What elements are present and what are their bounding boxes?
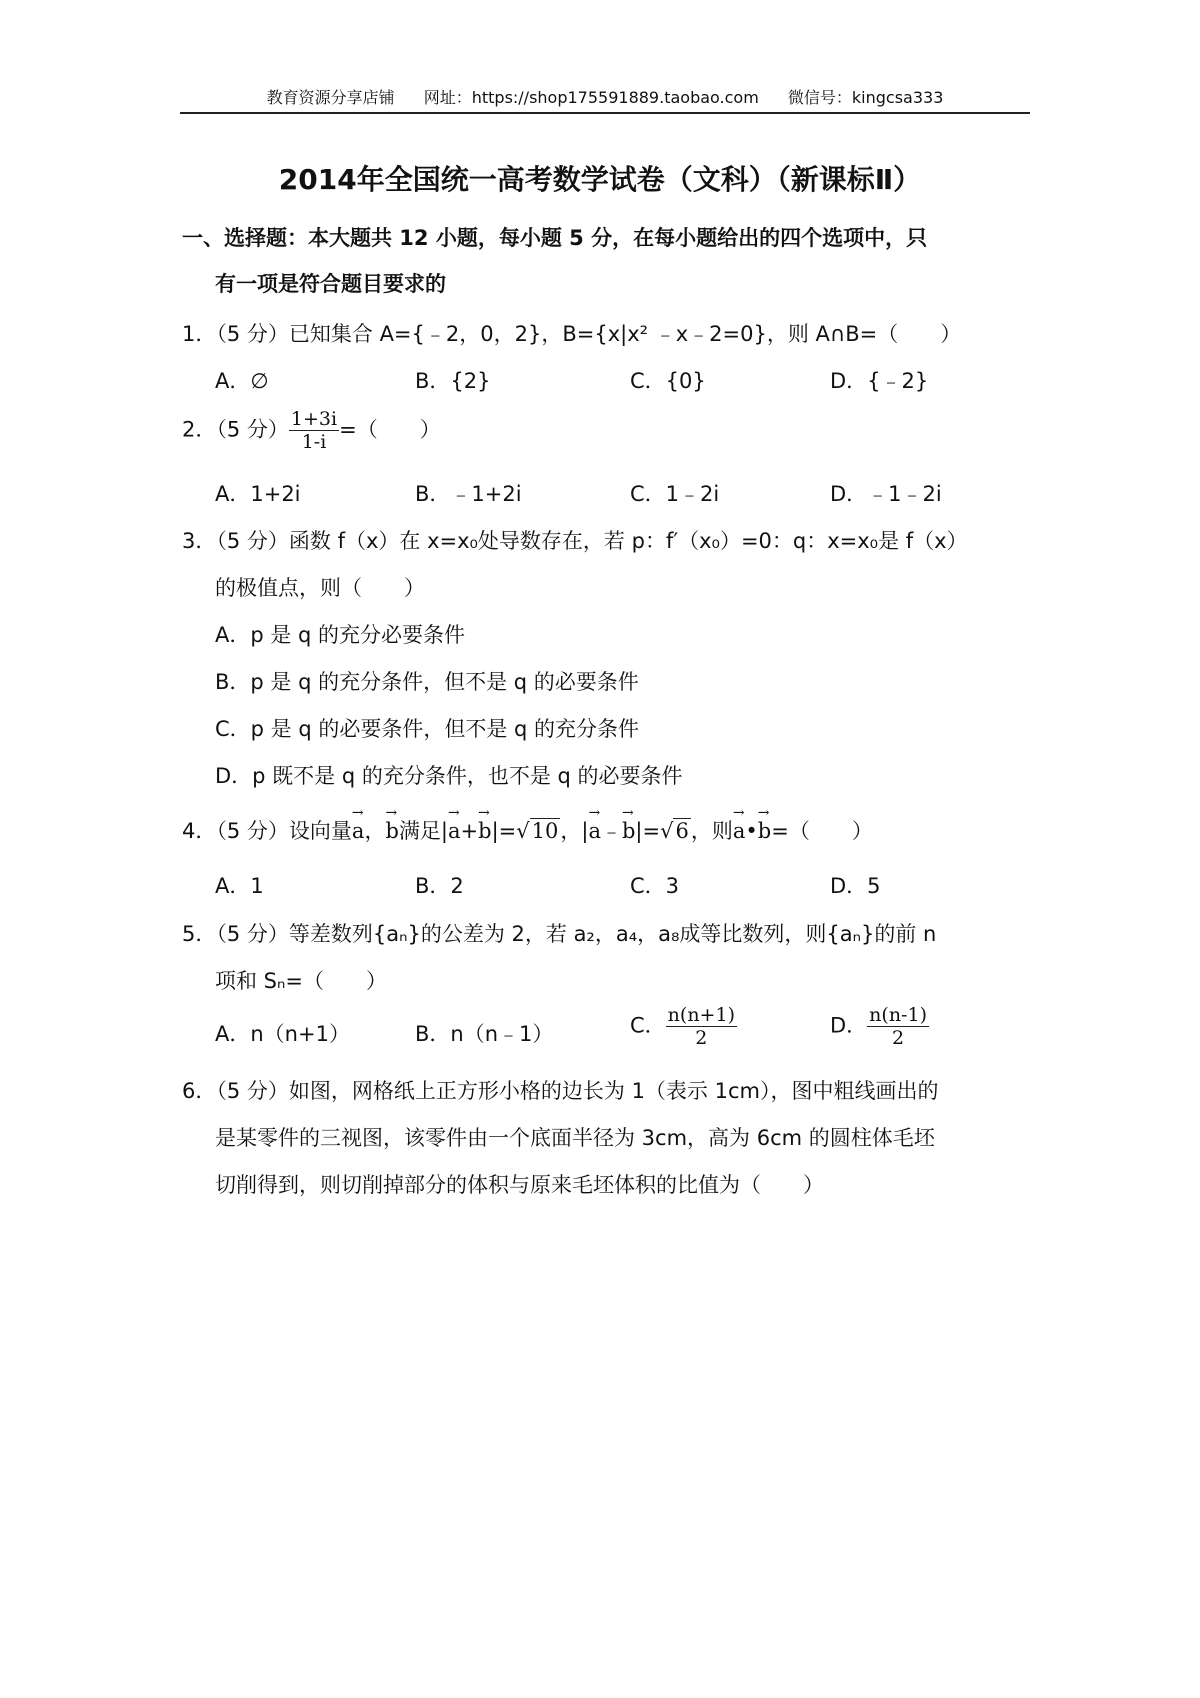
q5-option-c-fraction: $\frac{n(n+1)}{2}$ <box>667 1004 735 1049</box>
q2-prefix: 2．（5 分） <box>182 417 289 442</box>
q2-suffix: =（ ） <box>339 417 441 442</box>
q3-option-c: C．p 是 q 的必要条件，但不是 q 的充分条件 <box>215 717 640 741</box>
q2-option-a: A．1+2i <box>215 482 301 506</box>
header-wechat: 微信号：kingcsa333 <box>787 88 944 107</box>
q5-option-b: B．n（n﹣1） <box>415 1022 554 1046</box>
section-heading-line2: 有一项是符合题目要求的 <box>215 272 446 296</box>
q1-stem: 1．（5 分）已知集合 A={﹣2，0，2}，B={x|x² ﹣x﹣2=0}，则 A∩B=（ ） <box>182 322 962 346</box>
vector-a: → a <box>352 819 365 843</box>
sqrt-6: √6 <box>660 819 689 843</box>
q4-option-d: D．5 <box>830 874 881 898</box>
q3-option-b: B．p 是 q 的充分条件，但不是 q 的必要条件 <box>215 670 639 694</box>
q3-option-a: A．p 是 q 的充分必要条件 <box>215 623 466 647</box>
q5-option-d: D． $\frac{n(n-1)}{2}$ <box>830 1004 927 1049</box>
q1-option-d: D．{﹣2} <box>830 369 929 393</box>
q2-denominator: 1-i <box>301 431 327 453</box>
q2-fraction <box>289 408 339 453</box>
q5-option-a: A．n（n+1） <box>215 1022 350 1046</box>
q2-stem <box>182 408 441 453</box>
q4-prefix: 4．（5 分）设向量 <box>182 819 352 843</box>
q1-option-a: A．∅ <box>215 369 269 393</box>
q6-stem-line1: 6．（5 分）如图，网格纸上正方形小格的边长为 1（表示 1cm），图中粗线画出的 <box>182 1079 939 1103</box>
q4-option-c: C．3 <box>630 874 680 898</box>
q2-numerator: 1+3i <box>290 408 338 430</box>
q2-option-b: B．﹣1+2i <box>415 482 522 506</box>
page-header <box>180 84 1030 114</box>
q1-option-c: C．{0} <box>630 369 706 393</box>
q2-option-c: C．1﹣2i <box>630 482 720 506</box>
q1-option-b: B．{2} <box>415 369 491 393</box>
q6-stem-line3: 切削得到，则切削掉部分的体积与原来毛坯体积的比值为（ ） <box>215 1173 824 1197</box>
q5-option-c: C． $\frac{n(n+1)}{2}$ <box>630 1004 735 1049</box>
q4-option-a: A．1 <box>215 874 264 898</box>
q4-stem: 4．（5 分）设向量→ a，→ b满足|→ a+→ b|=√10，|→ a﹣→ b|=√6，则→ a•→ b=（ ） <box>182 815 873 845</box>
vector-b: → b <box>385 819 398 843</box>
page-title: 2014年全国统一高考数学试卷（文科）（新课标Ⅱ） <box>278 163 922 196</box>
q6-stem-line2: 是某零件的三视图，该零件由一个底面半径为 3cm，高为 6cm 的圆柱体毛坯 <box>215 1126 935 1150</box>
q2-option-d: D．﹣1﹣2i <box>830 482 942 506</box>
q3-option-d: D．p 既不是 q 的充分条件，也不是 q 的必要条件 <box>215 764 683 788</box>
q3-stem-line1: 3．（5 分）函数 f（x）在 x=x₀处导数存在，若 p：f′（x₀）=0：q：x=x₀是 f（x） <box>182 529 968 553</box>
q5-option-d-fraction: $\frac{n(n-1)}{2}$ <box>869 1004 927 1049</box>
q5-stem-line2: 项和 Sₙ=（ ） <box>215 969 387 993</box>
section-heading-line1: 一、选择题：本大题共 12 小题，每小题 5 分，在每小题给出的四个选项中，只 <box>182 226 928 250</box>
q3-stem-line2: 的极值点，则（ ） <box>215 576 425 600</box>
q4-option-b: B．2 <box>415 874 464 898</box>
q5-stem-line1: 5．（5 分）等差数列{aₙ}的公差为 2，若 a₂，a₄，a₈成等比数列，则{aₙ}的前 n <box>182 922 937 946</box>
header-url: 网址：https://shop175591889.taobao.com <box>423 88 759 107</box>
sqrt-10: √10 <box>516 819 559 843</box>
header-shop: 教育资源分享店铺 <box>266 88 395 107</box>
